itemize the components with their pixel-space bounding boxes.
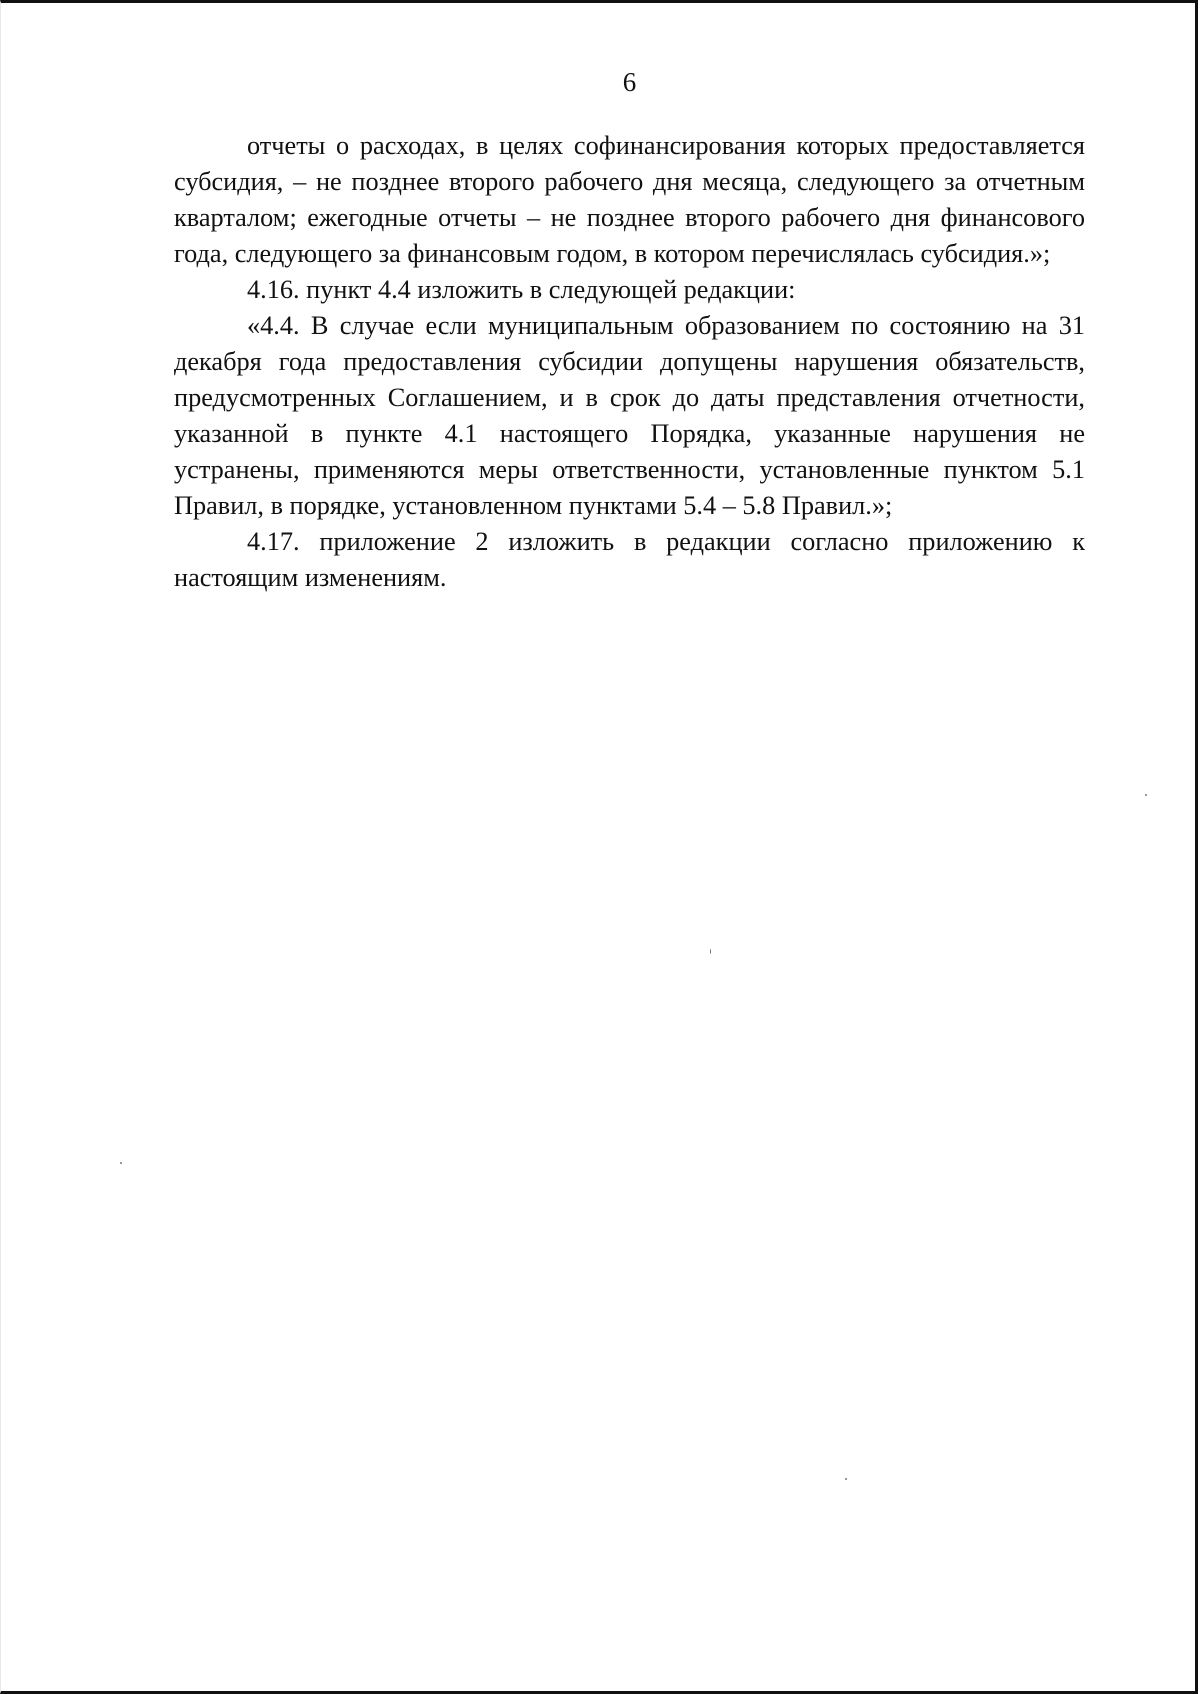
paragraph-4-4: «4.4. В случае если муниципальным образованием по состоянию на 31 декабря года предоставления субсидии допущены нарушения обязательств, предусмотренных Соглашением, и в срок до даты представления отчетности, указанной в пункте 4.1 настоящего Порядка, указанные нарушения не устранены, применяются меры ответственности, установленные пунктом 5.1 Правил, в порядке, установленном пунктами 5.4 – 5.8 Правил.»;: [174, 311, 1085, 520]
paragraph-reports-deadline: отчеты о расходах, в целях софинансирования которых предоставляется субсидия, – не позднее второго рабочего дня месяца, следующего за отчетным кварталом; ежегодные отчеты – не позднее второго рабочего дня финансового года, следующего за финансовым годом, в котором перечислялась субсидия.»;: [174, 131, 1085, 268]
scan-speck: [120, 1162, 122, 1164]
page-number: 6: [622, 67, 637, 97]
paragraph-4-17: 4.17. приложение 2 изложить в редакции согласно приложению к настоящим изменениям.: [174, 527, 1085, 592]
paragraph-4-16: 4.16. пункт 4.4 изложить в следующей редакции:: [247, 275, 796, 304]
scan-speck: [710, 949, 711, 954]
scan-speck: [845, 1478, 847, 1480]
document-body: [174, 128, 1085, 596]
scan-speck: [1145, 794, 1147, 796]
